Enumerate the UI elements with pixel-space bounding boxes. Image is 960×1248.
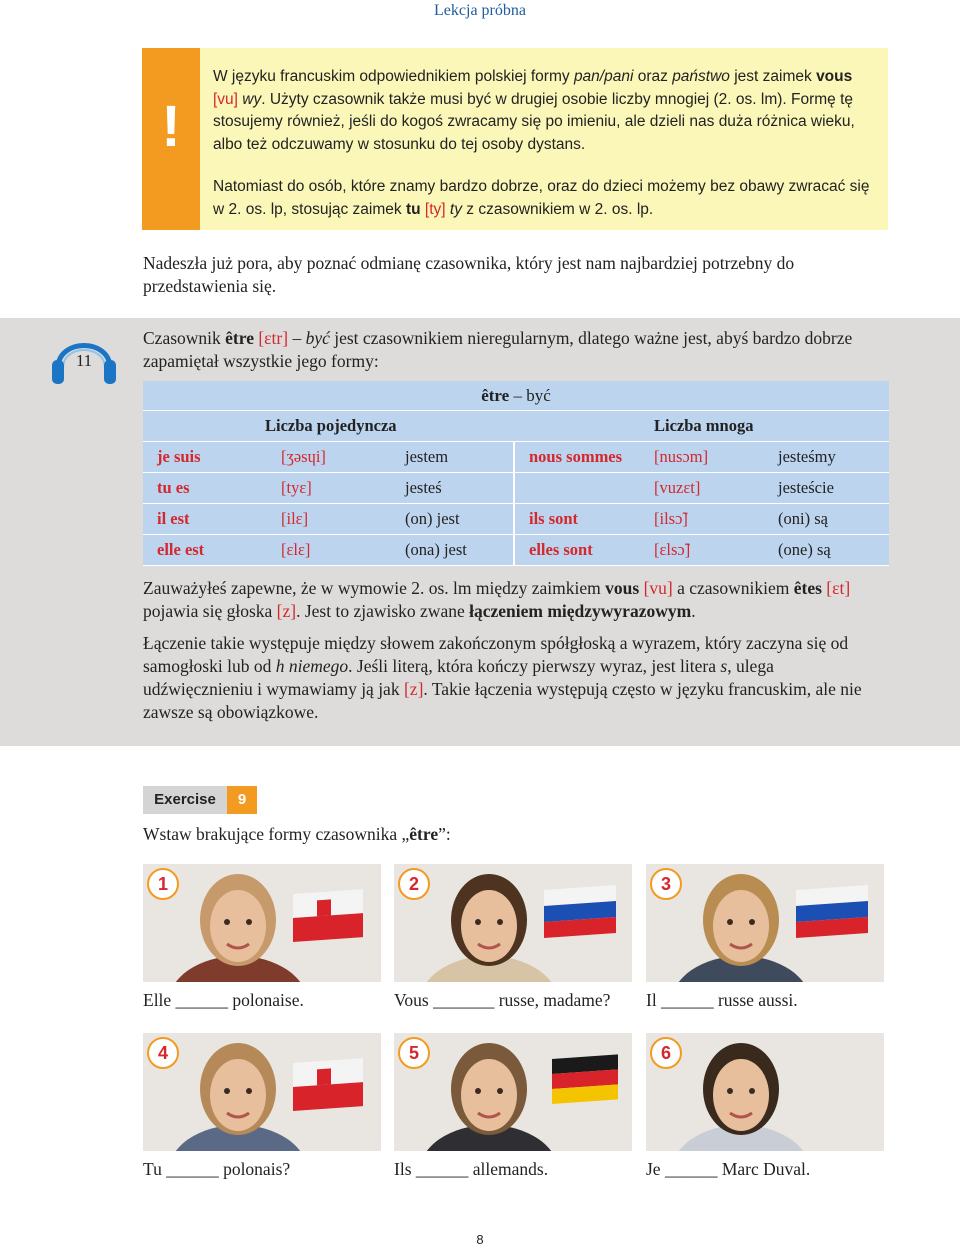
plural-translation: (oni) są [778,509,828,528]
exercise-photo [143,864,381,982]
text-run: ”: [438,824,451,844]
text-run: . Jeśli literą, która kończy pierwszy wyraz, jest litera [348,656,721,676]
singular-form: elle est [157,540,205,559]
note-paragraph [213,176,879,221]
exercise-item-number: 5 [398,1037,430,1069]
conjugation-table [143,381,889,566]
text-run: oraz [633,68,673,85]
exercise-photo [394,1033,632,1151]
exercise-number: 9 [227,786,257,814]
exercise-item-number: 6 [650,1037,682,1069]
italic-term: być [305,328,330,348]
conjugation-title-row [143,381,889,411]
column-divider [513,535,515,565]
text-run: Natomiast do osób, które znamy bardzo dobrze, oraz do dzieci możemy bez obawy zwracać się w 2. os. lp, stosując zaimek [213,178,870,218]
text-run: Zauważyłeś zapewne, że w wymowie 2. os. lm między zaimkiem [143,578,606,598]
exercise-item-number: 1 [147,868,179,900]
singular-phonetic: [ʒəsɥi] [281,447,326,466]
phonetic-transcription: [vu] [643,578,673,598]
bold-term: êtes [793,578,822,598]
plural-form: elles sont [529,540,593,559]
liaison-paragraph-1 [143,577,888,623]
conjugation-row [143,473,889,504]
verb-meaning: być [526,386,551,405]
plural-header: Liczba mnoga [654,416,754,435]
singular-translation: (on) jest [405,509,460,528]
verb-infinitive: être [481,386,510,405]
singular-translation: (ona) jest [405,540,467,559]
phonetic-transcription: [ty] [424,200,446,218]
exercise-photo [143,1033,381,1151]
text-run: . [691,601,696,621]
exercise-sentence: Il ______ russe aussi. [646,990,798,1010]
column-divider [513,504,515,534]
plural-form: nous sommes [529,447,623,466]
italic-term: państwo [672,68,730,85]
text-run: – [288,328,306,348]
bold-term: vous [816,68,853,85]
bold-term: vous [605,578,640,598]
bold-term: tu [405,200,421,218]
exclamation-icon: ! [161,94,181,159]
singular-phonetic: [ilɛ] [281,509,309,528]
singular-translation: jesteś [405,478,442,497]
conjugation-rows [143,442,889,566]
exercise-photo [394,864,632,982]
note-paragraph [213,66,879,156]
singular-form: tu es [157,478,190,497]
exercise-sentence: Tu ______ polonais? [143,1159,291,1179]
conjugation-title [143,381,889,411]
exercise-instruction [143,824,451,845]
singular-phonetic: [tyɛ] [281,478,312,497]
exercise-sentence: Ils ______ allemands. [394,1159,549,1179]
conjugation-row [143,535,889,566]
intro-paragraph: Nadeszła już pora, aby poznać odmianę czasownika, który jest nam najbardziej potrzebny do przedstawienia się. [143,253,795,296]
text-run: Wstaw brakujące formy czasownika „ [143,824,410,844]
italic-term: wy [242,90,262,108]
text-run: a czasownikiem [672,578,794,598]
exercise-sentence: Je ______ Marc Duval. [646,1159,811,1179]
column-divider [513,442,515,472]
exercise-sentence: Vous _______ russe, madame? [394,990,611,1010]
text-run: Łączenie takie występuje między słowem zakończonym spółgłoską a wyrazem, który zaczyna się od samogłoski lub od [143,633,849,676]
exercise-label: Exercise [143,786,227,814]
plural-translation: jesteśmy [778,447,836,466]
text-run: . Takie łączenia występują często w języku francuskim, ale nie zawsze są obowiązkowe. [143,679,862,722]
column-divider [513,473,515,503]
singular-form: il est [157,509,190,528]
italic-term: h niemego [275,656,349,676]
text-run: . Użyty czasownik także musi być w drugiej osobie liczby mnogiej (2. os. lm). Formę tę stosujemy również, jeśli do kogoś zwracamy się po imieniu, ale dzieli nas duża różnica wieku, albo też odczuwamy w stosunku do tej osoby dystans. [213,90,855,153]
text-run: jest czasownikiem nieregularnym, dlatego ważne jest, abyś bardzo dobrze zapamiętał wszystkie jego formy: [143,328,853,371]
phonetic-transcription: [z] [276,601,297,621]
lesson-title: Lekcja próbna [434,2,526,19]
text-run: jest zaimek [729,68,817,85]
plural-form: ils sont [529,509,579,528]
exercise-photo [646,864,884,982]
text-run: Czasownik [143,328,226,348]
italic-term: s [720,656,728,676]
liaison-paragraph-2 [143,632,888,724]
italic-term: pan/pani [573,68,634,85]
plural-phonetic: [nusɔm] [654,447,709,466]
singular-form: je suis [157,447,201,466]
plural-translation: jesteście [778,478,834,497]
phonetic-transcription: [ɛtr] [258,328,289,348]
exercise-item-number: 2 [398,868,430,900]
bold-term: être [225,328,254,348]
plural-phonetic: [ilsɔ̃] [654,509,688,528]
exercise-photo [646,1033,884,1151]
conjugation-row [143,442,889,473]
plural-phonetic: [ɛlsɔ̃] [654,540,691,559]
number-header-row [143,411,889,442]
text-run: pojawia się głoska [143,601,277,621]
text-run: . Jest to zjawisko zwane [296,601,470,621]
bold-term: être [409,824,439,844]
phonetic-transcription: [ɛt] [826,578,851,598]
etre-intro-paragraph [143,327,888,373]
phonetic-transcription: [z] [403,679,424,699]
conjugation-row [143,504,889,535]
text-run: , ulega udźwięcznieniu i wymawiamy ją jak [143,656,774,699]
page-number: 8 [476,1232,484,1247]
exercise-sentence: Elle ______ polonaise. [143,990,304,1010]
bold-term: łączeniem międzywyrazowym [469,601,692,621]
italic-term: ty [449,200,462,218]
singular-phonetic: [ɛlɛ] [281,540,311,559]
exercise-item-number: 4 [147,1037,179,1069]
text-run: W języku francuskim odpowiednikiem polskiej formy [213,68,574,85]
phonetic-transcription: [vu] [213,90,238,108]
singular-header: Liczba pojedyncza [265,416,397,435]
title-dash: – [513,386,522,405]
singular-translation: jestem [405,447,449,466]
text-run: z czasownikiem w 2. os. lp. [461,200,654,218]
exercise-item-number: 3 [650,868,682,900]
plural-phonetic: [vuzɛt] [654,478,701,497]
audio-track-number: 11 [75,351,93,370]
plural-translation: (one) są [778,540,831,559]
